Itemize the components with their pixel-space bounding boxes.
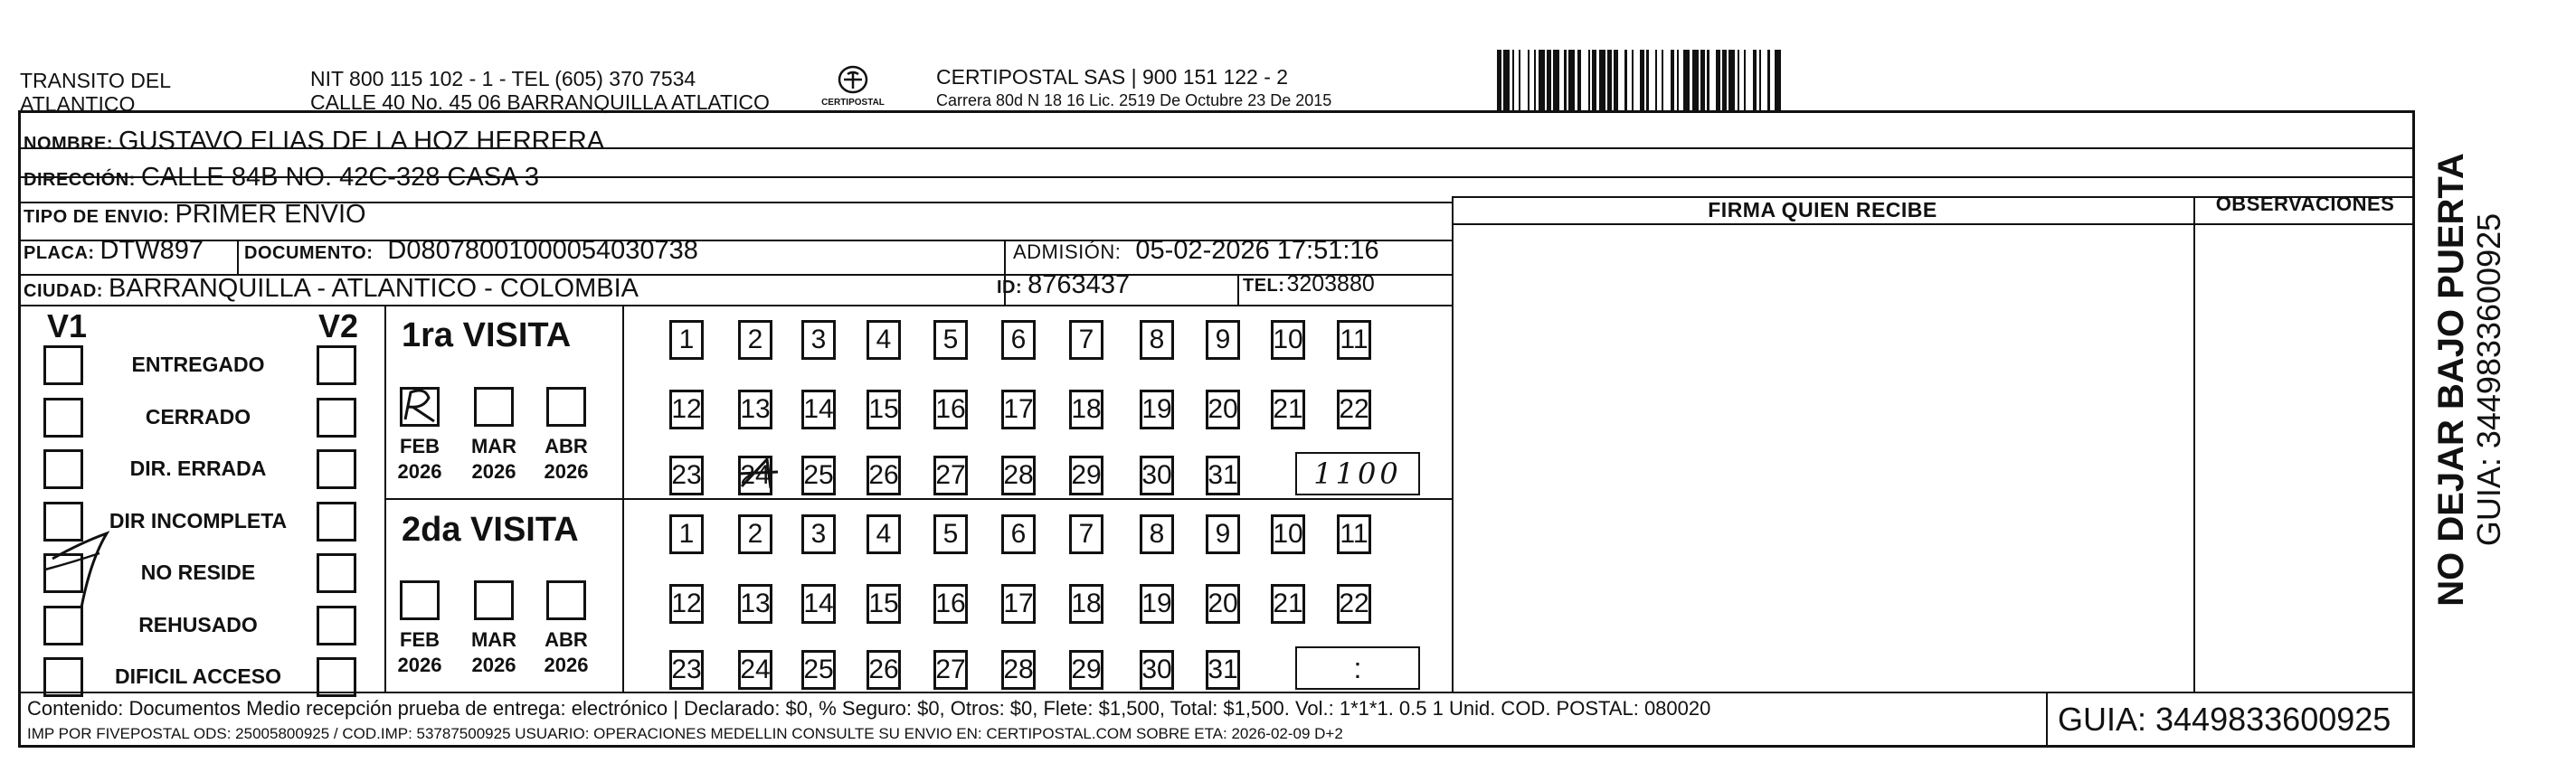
day-number: 12 (671, 394, 702, 424)
id-value: 8763437 (1028, 270, 1131, 299)
day-number: 4 (876, 325, 892, 354)
day-number: 2 (747, 325, 763, 354)
day-box-20[interactable] (1206, 390, 1240, 429)
day-number: 26 (868, 460, 899, 490)
day-box-23[interactable] (669, 456, 704, 495)
day-number: 18 (1071, 394, 1102, 424)
day-box-20[interactable] (1206, 584, 1240, 624)
day-number: 14 (803, 394, 834, 424)
v2-checkbox[interactable] (317, 502, 356, 542)
handwritten-month-mark (398, 383, 443, 429)
month-name: MAR (470, 628, 517, 651)
day-box-1[interactable] (669, 514, 704, 554)
documento-value: D08078001000054030738 (387, 236, 698, 265)
month-checkbox-mar[interactable] (474, 580, 514, 620)
sender-line-1: TRANSITO DEL (20, 69, 171, 92)
day-box-30[interactable] (1140, 456, 1174, 495)
month-label (539, 434, 593, 485)
month-name: ABR (545, 628, 588, 651)
day-number: 25 (803, 655, 834, 684)
day-number: 24 (740, 460, 771, 490)
v2-checkbox[interactable] (317, 398, 356, 438)
day-box-3[interactable] (801, 514, 836, 554)
admision-field (1013, 236, 1379, 266)
nombre-value: GUSTAVO ELIAS DE LA HOZ HERRERA (118, 127, 605, 155)
day-number: 30 (1141, 655, 1172, 684)
v2-checkbox[interactable] (317, 657, 356, 697)
day-number: 5 (942, 325, 959, 354)
day-number: 9 (1215, 519, 1231, 549)
day-box-28[interactable] (1001, 650, 1036, 690)
tipo-envio-label: TIPO DE ENVIO: (24, 207, 170, 227)
month-checkbox-feb[interactable] (400, 580, 440, 620)
observaciones-header: OBSERVACIONES (2215, 193, 2395, 215)
carrier-info (936, 65, 1331, 110)
day-number: 15 (868, 589, 899, 618)
day-number: 1 (678, 325, 695, 354)
day-box-24[interactable] (738, 650, 772, 690)
day-box-26[interactable] (867, 456, 901, 495)
month-name: MAR (470, 435, 517, 457)
day-number: 26 (868, 655, 899, 684)
ciudad-field (24, 274, 639, 304)
month-checkbox-abr[interactable] (546, 580, 586, 620)
day-number: 15 (868, 394, 899, 424)
tel-field (1243, 271, 1375, 297)
day-number: 27 (935, 655, 966, 684)
sender-name (20, 69, 171, 116)
day-number: 4 (876, 519, 892, 549)
observaciones-area[interactable] (2198, 226, 2410, 687)
month-checkbox-abr[interactable] (546, 387, 586, 427)
day-box-12[interactable] (669, 390, 704, 429)
day-number: 18 (1071, 589, 1102, 618)
day-box-29[interactable] (1069, 650, 1103, 690)
v1-checkbox[interactable] (43, 553, 83, 593)
day-number: 24 (740, 655, 771, 684)
day-box-29[interactable] (1069, 456, 1103, 495)
signature-area[interactable] (1456, 226, 2189, 687)
day-box-19[interactable] (1140, 584, 1174, 624)
footer-contenido: Contenido: Documentos Medio recepción prueba de entrega: electrónico | Declarado: $0, % Seguro: $0, Otros: $0, Flete: $1,500, Total: $1,500. Vol.: 1*1*1. 0.5 1 Unid. COD. POSTAL: 080020 (27, 697, 1711, 720)
documento-label: DOCUMENTO: (244, 243, 374, 263)
day-box-31[interactable] (1206, 650, 1240, 690)
v2-header: V2 (318, 307, 359, 344)
day-number: 17 (1003, 589, 1034, 618)
second-visit-title: 2da VISITA (402, 511, 579, 549)
day-box-22[interactable] (1337, 584, 1371, 624)
day-number: 16 (935, 394, 966, 424)
side-warning: NO DEJAR BAJO PUERTA (2431, 153, 2471, 607)
v2-checkbox[interactable] (317, 449, 356, 489)
day-number: 6 (1010, 519, 1027, 549)
day-number: 12 (671, 589, 702, 618)
footer-imp: IMP POR FIVEPOSTAL ODS: 25005800925 / COD.IMP: 53787500925 USUARIO: OPERACIONES MEDELLIN CONSULTE SU ENVIO EN: CERTIPOSTAL.COM SOBRE ETA: 2026-02-09 D+2 (27, 725, 1343, 742)
side-guia: GUIA: 3449833600925 (2470, 212, 2507, 547)
day-box-9[interactable] (1206, 514, 1240, 554)
day-box-18[interactable] (1069, 584, 1103, 624)
day-box-4[interactable] (867, 514, 901, 554)
day-box-8[interactable] (1140, 514, 1174, 554)
day-box-12[interactable] (669, 584, 704, 624)
month-label (393, 434, 447, 485)
day-number: 6 (1010, 325, 1027, 354)
v1-checkbox[interactable] (43, 345, 83, 385)
day-number: 7 (1078, 325, 1094, 354)
day-number: 30 (1141, 460, 1172, 490)
day-number: 8 (1149, 325, 1165, 354)
day-number: 29 (1071, 460, 1102, 490)
month-label (393, 627, 447, 678)
status-label: DIFICIL ACCESO (114, 664, 281, 688)
month-label (467, 627, 521, 678)
day-box-6[interactable] (1001, 320, 1036, 360)
day-number: 17 (1003, 394, 1034, 424)
day-box-1[interactable] (669, 320, 704, 360)
status-label: CERRADO (145, 404, 251, 429)
month-label (539, 627, 593, 678)
day-number: 27 (935, 460, 966, 490)
day-number: 14 (803, 589, 834, 618)
day-box-11[interactable] (1337, 514, 1371, 554)
day-number: 13 (740, 589, 771, 618)
status-label: ENTREGADO (131, 353, 265, 376)
v1-checkbox[interactable] (43, 449, 83, 489)
id-label: ID: (997, 278, 1023, 297)
month-name: FEB (400, 628, 440, 651)
month-year: 2026 (544, 654, 589, 676)
first-visit-time-box[interactable] (1295, 452, 1420, 495)
day-box-17[interactable] (1001, 390, 1036, 429)
day-box-25[interactable] (801, 456, 836, 495)
day-number: 10 (1273, 519, 1303, 549)
day-box-25[interactable] (801, 650, 836, 690)
day-box-21[interactable] (1271, 584, 1305, 624)
day-box-2[interactable] (738, 514, 772, 554)
day-number: 21 (1273, 394, 1303, 424)
placa-field (24, 236, 204, 266)
tel-value: 3203880 (1286, 271, 1375, 297)
v1-checkbox[interactable] (43, 398, 83, 438)
month-year: 2026 (544, 460, 589, 483)
day-box-31[interactable] (1206, 456, 1240, 495)
month-year: 2026 (397, 654, 442, 676)
day-number: 13 (740, 394, 771, 424)
certipostal-logo (817, 63, 889, 114)
day-box-14[interactable] (801, 390, 836, 429)
ciudad-label: CIUDAD: (24, 281, 103, 301)
day-box-7[interactable] (1069, 514, 1103, 554)
day-number: 23 (671, 460, 702, 490)
day-number: 7 (1078, 519, 1094, 549)
direccion-label: DIRECCIÓN: (24, 170, 136, 190)
v2-checkbox[interactable] (317, 553, 356, 593)
day-number: 22 (1339, 394, 1369, 424)
day-number: 2 (747, 519, 763, 549)
placa-label: PLACA: (24, 243, 95, 263)
day-number: 20 (1208, 589, 1238, 618)
day-number: 20 (1208, 394, 1238, 424)
day-box-5[interactable] (933, 320, 968, 360)
day-box-22[interactable] (1337, 390, 1371, 429)
day-box-15[interactable] (867, 390, 901, 429)
day-box-16[interactable] (933, 584, 968, 624)
day-number: 11 (1340, 325, 1368, 354)
day-number: 28 (1003, 460, 1034, 490)
day-box-16[interactable] (933, 390, 968, 429)
day-box-21[interactable] (1271, 390, 1305, 429)
v1-header: V1 (47, 307, 88, 344)
day-box-8[interactable] (1140, 320, 1174, 360)
tipo-envio-value: PRIMER ENVIO (175, 200, 366, 229)
day-box-2[interactable] (738, 320, 772, 360)
month-label (467, 434, 521, 485)
status-label: NO RESIDE (140, 560, 256, 584)
day-box-23[interactable] (669, 650, 704, 690)
day-number: 5 (942, 519, 959, 549)
status-label: DIR. ERRADA (129, 457, 267, 480)
sender-info (310, 67, 770, 114)
documento-field (244, 236, 698, 266)
month-name: FEB (400, 435, 440, 457)
day-number: 19 (1141, 589, 1172, 618)
day-box-30[interactable] (1140, 650, 1174, 690)
footer-guia: GUIA: 3449833600925 (2058, 701, 2391, 738)
day-number: 22 (1339, 589, 1369, 618)
day-box-7[interactable] (1069, 320, 1103, 360)
day-box-3[interactable] (801, 320, 836, 360)
day-box-13[interactable] (738, 390, 772, 429)
day-box-27[interactable] (933, 650, 968, 690)
month-year: 2026 (471, 654, 516, 676)
day-number: 23 (671, 655, 702, 684)
month-name: ABR (545, 435, 588, 457)
second-visit-time-box[interactable] (1295, 646, 1420, 690)
day-number: 28 (1003, 655, 1034, 684)
v2-checkbox[interactable] (317, 345, 356, 385)
day-box-5[interactable] (933, 514, 968, 554)
first-visit-time: 1100 (1313, 457, 1402, 491)
admision-value: 05-02-2026 17:51:16 (1135, 236, 1379, 265)
firma-header: FIRMA QUIEN RECIBE (1708, 198, 1937, 221)
day-number: 9 (1215, 325, 1231, 354)
day-box-19[interactable] (1140, 390, 1174, 429)
carrier-license: Carrera 80d N 18 16 Lic. 2519 De Octubre 23 De 2015 (936, 91, 1332, 109)
month-year: 2026 (471, 460, 516, 483)
id-field (997, 270, 1130, 300)
day-number: 1 (678, 519, 695, 549)
day-box-17[interactable] (1001, 584, 1036, 624)
day-number: 10 (1273, 325, 1303, 354)
second-visit-time: : (1353, 651, 1362, 684)
logo-text: CERTIPOSTAL (821, 98, 885, 108)
day-box-28[interactable] (1001, 456, 1036, 495)
day-box-14[interactable] (801, 584, 836, 624)
day-box-4[interactable] (867, 320, 901, 360)
status-label: REHUSADO (138, 612, 258, 636)
day-number: 3 (810, 519, 827, 549)
ciudad-value: BARRANQUILLA - ATLANTICO - COLOMBIA (108, 274, 639, 303)
day-number: 21 (1273, 589, 1303, 618)
nombre-label: NOMBRE: (24, 134, 114, 154)
status-label: DIR INCOMPLETA (109, 508, 288, 532)
day-box-27[interactable] (933, 456, 968, 495)
day-box-9[interactable] (1206, 320, 1240, 360)
day-number: 29 (1071, 655, 1102, 684)
v1-checkbox[interactable] (43, 502, 83, 542)
carrier-name: CERTIPOSTAL SAS | 900 151 122 - 2 (936, 65, 1289, 89)
sender-line-2: ATLANTICO (20, 92, 136, 116)
day-box-18[interactable] (1069, 390, 1103, 429)
v2-checkbox[interactable] (317, 606, 356, 645)
day-box-15[interactable] (867, 584, 901, 624)
day-number: 19 (1141, 394, 1172, 424)
day-box-11[interactable] (1337, 320, 1371, 360)
month-year: 2026 (397, 460, 442, 483)
first-visit-title: 1ra VISITA (402, 316, 572, 354)
direccion-field (24, 163, 539, 193)
handwritten-day-mark (731, 452, 785, 497)
day-number: 31 (1208, 655, 1238, 684)
day-box-10[interactable] (1271, 514, 1305, 554)
direccion-value: CALLE 84B NO. 42C-328 CASA 3 (140, 163, 539, 192)
day-box-13[interactable] (738, 584, 772, 624)
day-box-6[interactable] (1001, 514, 1036, 554)
day-number: 3 (810, 325, 827, 354)
admision-label: ADMISIÓN: (1013, 240, 1122, 263)
sender-nit: NIT 800 115 102 - 1 - TEL (605) 370 7534 (310, 67, 696, 90)
day-box-26[interactable] (867, 650, 901, 690)
v1-checkbox[interactable] (43, 606, 83, 645)
tel-label: TEL: (1243, 276, 1285, 296)
month-checkbox-mar[interactable] (474, 387, 514, 427)
placa-value: DTW897 (99, 236, 204, 265)
sender-address: CALLE 40 No. 45 06 BARRANQUILLA ATLATICO (310, 90, 770, 114)
day-number: 31 (1208, 460, 1238, 490)
day-number: 25 (803, 460, 834, 490)
day-number: 11 (1340, 519, 1368, 549)
day-box-10[interactable] (1271, 320, 1305, 360)
nombre-field (24, 127, 604, 156)
v1-checkbox[interactable] (43, 657, 83, 697)
day-number: 16 (935, 589, 966, 618)
tipo-envio-field (24, 200, 366, 230)
barcode (1497, 50, 2221, 111)
day-number: 8 (1149, 519, 1165, 549)
